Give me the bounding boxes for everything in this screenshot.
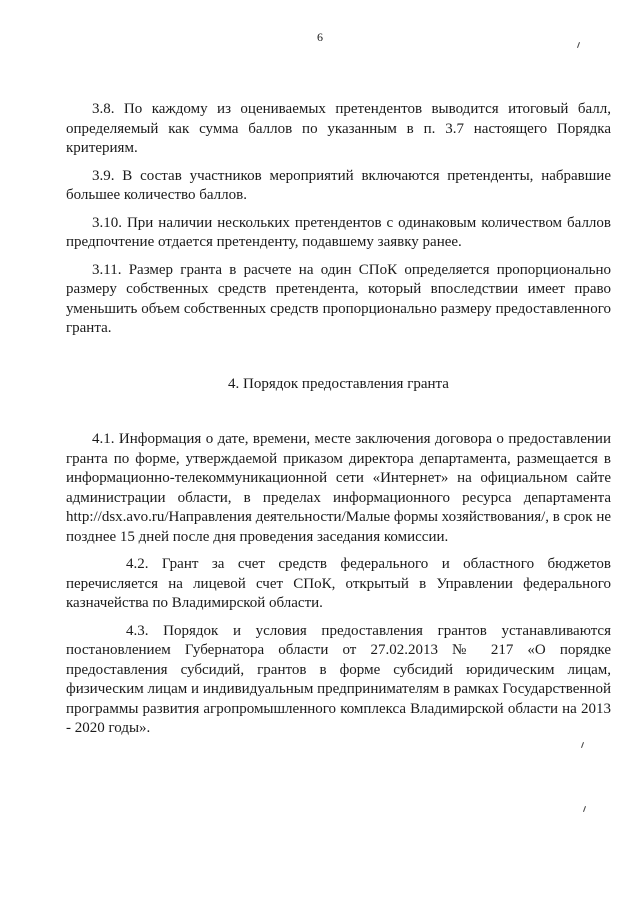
paragraph-4-1: 4.1. Информация о дате, времени, месте заключения договора о предоставлении гранта по форме, утверждаемой приказом директора департамента, размещается в информационно-телекоммуникационной сети «Интернет» на официальном сайте администрации области, в пределах информационного ресурса департамента http://dsx.avo.ru/Направления деятельности/Малые формы хозяйствования/, в срок не позднее 15 дней после дня проведения заседания комиссии. xyxy=(66,431,612,545)
paragraph-3-9: 3.9. В состав участников мероприятий включаются претенденты, набравшие большее количество баллов. xyxy=(66,167,611,203)
paragraph-4-3: 4.3. Порядок и условия предоставления грантов устанавливаются постановлением Губернатора области от 27.02.2013 № 217 «О порядке предоставления субсидий, грантов в форме субсидий юридическим лицам, физическим лицам и индивидуальным предпринимателям в рамках Государственной программы развития агропромышленного комплекса Владимирской области на 2013 - 2020 годы». xyxy=(66,622,611,736)
paragraph-3-11: 3.11. Размер гранта в расчете на один СПоК определяется пропорционально размеру собственных средств претендента, который впоследствии имеет право уменьшить объем собственных средств пропорционально размеру предоставленного гранта. xyxy=(66,261,611,336)
paragraph-4-2: 4.2. Грант за счет средств федерального и областного бюджетов перечисляется на лицевой счет СПоК, открытый в Управлении федерального казначейства по Владимирской области. xyxy=(66,556,611,611)
paragraph-3-8: 3.8. По каждому из оцениваемых претендентов выводится итоговый балл, определяемый как сумма баллов по указанным в п. 3.7 настоящего Порядка критериям. xyxy=(66,101,611,156)
scan-artifact xyxy=(577,42,580,48)
scan-artifact xyxy=(583,806,586,812)
document-body xyxy=(66,100,611,747)
page-number: 6 xyxy=(317,30,323,44)
paragraph-3-10: 3.10. При наличии нескольких претендентов с одинаковым количеством баллов предпочтение отдается претенденту, подавшему заявку ранее. xyxy=(66,214,611,250)
section-title: 4. Порядок предоставления гранта xyxy=(228,375,449,392)
